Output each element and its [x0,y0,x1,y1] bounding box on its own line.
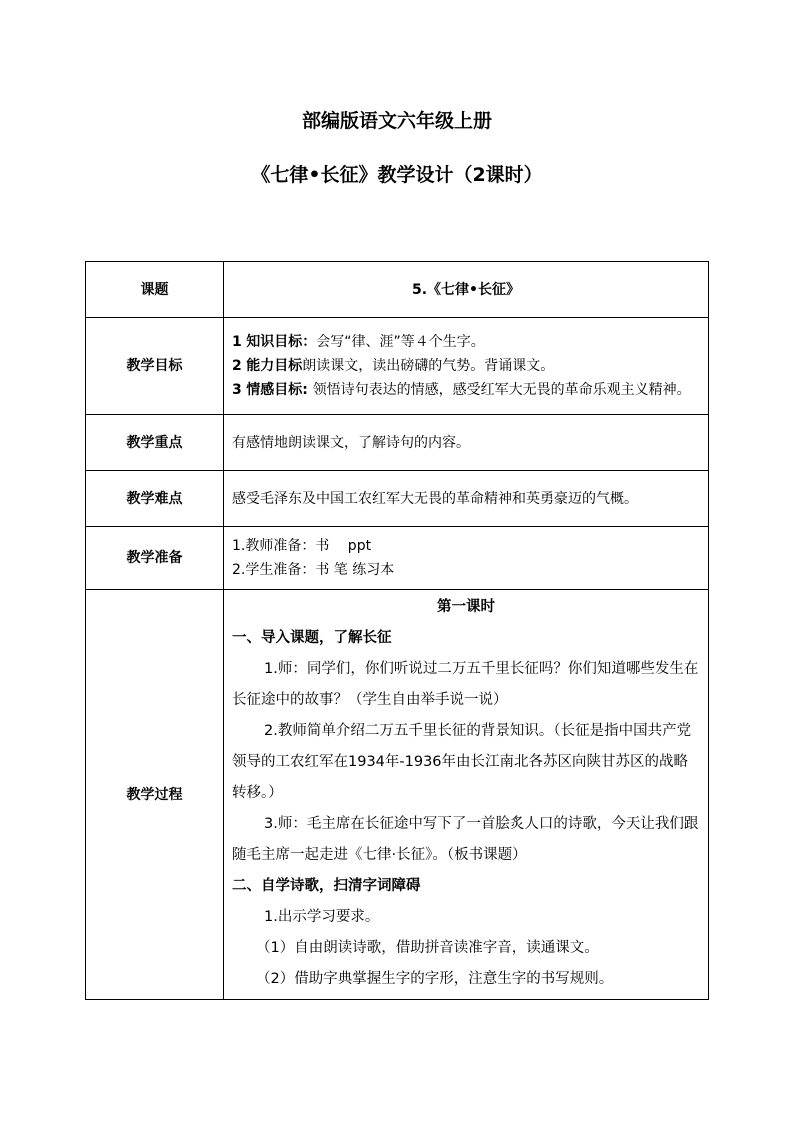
table-row-goals [86,318,709,415]
goal-heading: 情感目标 [246,382,303,398]
goals-cell [224,318,709,415]
goal-item [232,354,700,378]
table-row-key-points [86,415,709,471]
row-label: 课题 [86,262,224,318]
goal-heading: 能力目标 [246,358,303,374]
process-cell [224,590,709,1000]
key-points-value: 有感情地朗读课文，了解诗句的内容。 [224,415,709,471]
section-title: 一、导入课题，了解长征 [232,630,392,646]
document-subtitle: 《七律•长征》教学设计（2课时） [251,164,543,186]
goal-text: 朗读课文，读出磅礴的气势。背诵课文。 [302,358,555,374]
process-paragraph: 1.师：同学们，你们听说过二万五千里长征吗？你们知道哪些发生在长征途中的故事？（学生自由举手说一说） [232,661,699,708]
row-label: 教学过程 [86,590,224,1000]
lesson-plan-table [85,261,709,1000]
preparation-item: 2.学生准备：书 笔 练习本 [232,562,395,578]
row-label: 教学目标 [86,318,224,415]
process-paragraph: （2）借助字典掌握生字的字形，注意生字的书写规则。 [256,971,614,987]
row-label: 教学准备 [86,527,224,590]
table-row-topic [86,262,709,318]
preparation-item: 1.教师准备：书 ppt [232,538,372,554]
row-label: 教学难点 [86,471,224,527]
process-paragraph: （1）自由朗读诗歌，借助拼音读准字音，读通课文。 [256,940,599,956]
goal-number: 2 [232,358,242,374]
difficulties-value: 感受毛泽东及中国工农红军大无畏的革命精神和英勇豪迈的气概。 [224,471,709,527]
section-title: 二、自学诗歌，扫清字词障碍 [232,878,421,894]
goal-item [232,330,700,354]
row-label: 教学重点 [86,415,224,471]
table-row-difficulties [86,471,709,527]
process-paragraph: 2.教师简单介绍二万五千里长征的背景知识。（长征是指中国共产党领导的工农红军在1934年-1936年由长江南北各苏区向陕甘苏区的战略转移。） [232,723,692,801]
goal-item [232,378,700,402]
topic-value: 5.《七律•长征》 [224,262,709,318]
goal-number: 1 [232,334,242,350]
goal-heading: 知识目标 [246,334,303,350]
goal-text: 会写“律、涯”等４个生字。 [316,334,485,350]
process-paragraph: 3.师：毛主席在长征途中写下了一首脍炙人口的诗歌，今天让我们跟随毛主席一起走进《七律·长征》。（板书课题） [232,816,699,863]
goal-number: 3 [232,382,242,398]
goal-separator: : [302,382,313,398]
goal-text: 领悟诗句表达的情感，感受红军大无畏的革命乐观主义精神。 [312,382,691,398]
table-row-process [86,590,709,1000]
lesson-title: 第一课时 [437,599,495,615]
preparation-cell [224,527,709,590]
document-title: 部编版语文六年级上册 [301,110,492,132]
goal-separator: ： [302,334,317,350]
table-row-preparation [86,527,709,590]
process-paragraph: 1.出示学习要求。 [264,909,380,925]
